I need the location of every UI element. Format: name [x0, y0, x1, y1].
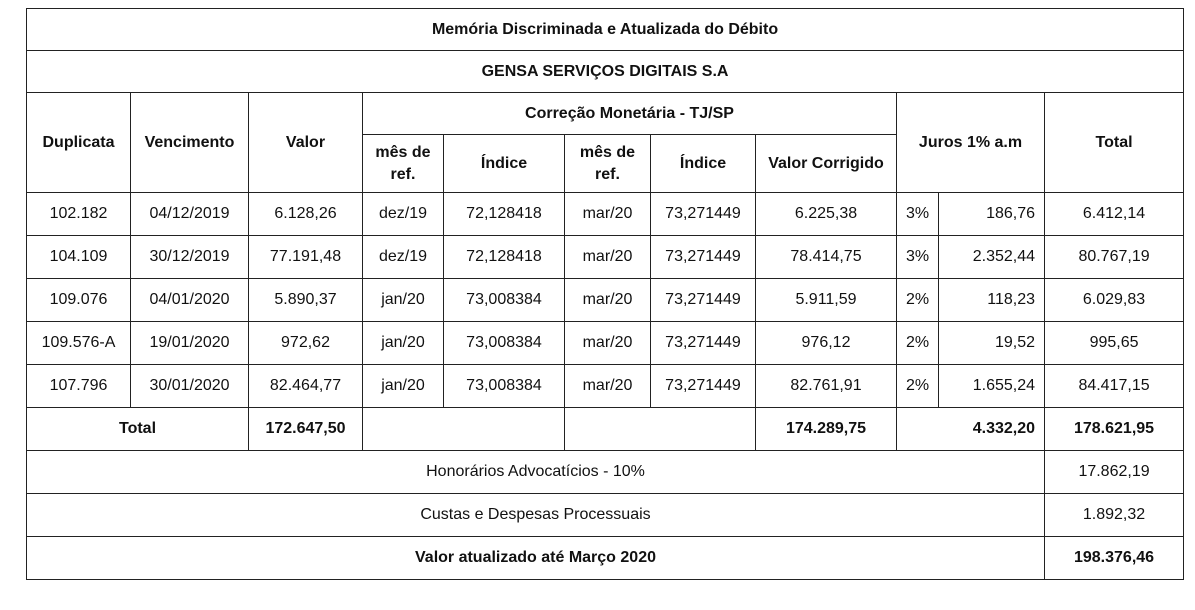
valor-atualizado-row — [27, 537, 1184, 580]
cell-indice-2: 73,271449 — [651, 322, 756, 365]
cell-mes-ref-2: mar/20 — [565, 322, 651, 365]
cell-valor: 6.128,26 — [249, 193, 363, 236]
cell-juros-valor: 118,23 — [939, 279, 1045, 322]
cell-mes-ref-1: dez/19 — [363, 236, 444, 279]
cell-vencimento: 04/12/2019 — [131, 193, 249, 236]
cell-total: 80.767,19 — [1045, 236, 1184, 279]
cell-juros-pct: 3% — [897, 236, 939, 279]
cell-valor-corrigido: 78.414,75 — [756, 236, 897, 279]
custas-value: 1.892,32 — [1045, 494, 1184, 537]
table-title: Memória Discriminada e Atualizada do Débito — [27, 9, 1184, 51]
header-indice-2: Índice — [651, 135, 756, 193]
company-name: GENSA SERVIÇOS DIGITAIS S.A — [27, 51, 1184, 93]
cell-total: 6.412,14 — [1045, 193, 1184, 236]
cell-indice-2: 73,271449 — [651, 236, 756, 279]
cell-valor-corrigido: 5.911,59 — [756, 279, 897, 322]
totals-juros: 4.332,20 — [897, 408, 1045, 451]
cell-vencimento: 30/01/2020 — [131, 365, 249, 408]
cell-vencimento: 30/12/2019 — [131, 236, 249, 279]
header-correcao-monetaria: Correção Monetária - TJ/SP — [363, 93, 897, 135]
cell-mes-ref-2: mar/20 — [565, 193, 651, 236]
table-row — [27, 365, 1184, 408]
cell-juros-valor: 2.352,44 — [939, 236, 1045, 279]
cell-mes-ref-1: jan/20 — [363, 365, 444, 408]
cell-mes-ref-1: dez/19 — [363, 193, 444, 236]
cell-indice-1: 72,128418 — [444, 193, 565, 236]
cell-indice-2: 73,271449 — [651, 365, 756, 408]
header-row-1 — [27, 93, 1184, 135]
cell-vencimento: 04/01/2020 — [131, 279, 249, 322]
header-valor: Valor — [249, 93, 363, 193]
totals-valor: 172.647,50 — [249, 408, 363, 451]
table-row — [27, 279, 1184, 322]
cell-juros-pct: 2% — [897, 279, 939, 322]
totals-empty-1 — [363, 408, 565, 451]
valor-atualizado-label: Valor atualizado até Março 2020 — [27, 537, 1045, 580]
cell-valor: 82.464,77 — [249, 365, 363, 408]
valor-atualizado-value: 198.376,46 — [1045, 537, 1184, 580]
debt-table — [26, 8, 1184, 580]
header-valor-corrigido: Valor Corrigido — [756, 135, 897, 193]
header-juros: Juros 1% a.m — [897, 93, 1045, 193]
cell-valor-corrigido: 976,12 — [756, 322, 897, 365]
cell-mes-ref-1: jan/20 — [363, 322, 444, 365]
honorarios-value: 17.862,19 — [1045, 451, 1184, 494]
cell-duplicata: 109.576-A — [27, 322, 131, 365]
cell-duplicata: 102.182 — [27, 193, 131, 236]
cell-valor: 5.890,37 — [249, 279, 363, 322]
cell-duplicata: 109.076 — [27, 279, 131, 322]
honorarios-row — [27, 451, 1184, 494]
cell-total: 995,65 — [1045, 322, 1184, 365]
totals-row — [27, 408, 1184, 451]
cell-mes-ref-2: mar/20 — [565, 365, 651, 408]
cell-indice-1: 73,008384 — [444, 365, 565, 408]
cell-total: 6.029,83 — [1045, 279, 1184, 322]
cell-juros-valor: 186,76 — [939, 193, 1045, 236]
cell-indice-2: 73,271449 — [651, 279, 756, 322]
cell-juros-valor: 1.655,24 — [939, 365, 1045, 408]
title-row — [27, 9, 1184, 51]
cell-total: 84.417,15 — [1045, 365, 1184, 408]
cell-indice-1: 73,008384 — [444, 279, 565, 322]
cell-indice-1: 72,128418 — [444, 236, 565, 279]
cell-valor: 972,62 — [249, 322, 363, 365]
header-total: Total — [1045, 93, 1184, 193]
cell-mes-ref-2: mar/20 — [565, 279, 651, 322]
header-mes-ref-1: mês de ref. — [363, 135, 444, 193]
honorarios-label: Honorários Advocatícios - 10% — [27, 451, 1045, 494]
totals-label: Total — [27, 408, 249, 451]
cell-indice-2: 73,271449 — [651, 193, 756, 236]
cell-juros-pct: 2% — [897, 322, 939, 365]
company-row — [27, 51, 1184, 93]
custas-label: Custas e Despesas Processuais — [27, 494, 1045, 537]
totals-valor-corrigido: 174.289,75 — [756, 408, 897, 451]
table-row — [27, 236, 1184, 279]
table-row — [27, 193, 1184, 236]
totals-total: 178.621,95 — [1045, 408, 1184, 451]
cell-duplicata: 107.796 — [27, 365, 131, 408]
cell-mes-ref-1: jan/20 — [363, 279, 444, 322]
cell-duplicata: 104.109 — [27, 236, 131, 279]
header-indice-1: Índice — [444, 135, 565, 193]
cell-vencimento: 19/01/2020 — [131, 322, 249, 365]
cell-indice-1: 73,008384 — [444, 322, 565, 365]
custas-row — [27, 494, 1184, 537]
header-duplicata: Duplicata — [27, 93, 131, 193]
cell-valor-corrigido: 82.761,91 — [756, 365, 897, 408]
cell-juros-valor: 19,52 — [939, 322, 1045, 365]
header-mes-ref-2: mês de ref. — [565, 135, 651, 193]
table-row — [27, 322, 1184, 365]
cell-mes-ref-2: mar/20 — [565, 236, 651, 279]
cell-valor: 77.191,48 — [249, 236, 363, 279]
totals-empty-2 — [565, 408, 756, 451]
cell-juros-pct: 2% — [897, 365, 939, 408]
header-vencimento: Vencimento — [131, 93, 249, 193]
debt-table-container — [26, 8, 1184, 580]
cell-juros-pct: 3% — [897, 193, 939, 236]
cell-valor-corrigido: 6.225,38 — [756, 193, 897, 236]
